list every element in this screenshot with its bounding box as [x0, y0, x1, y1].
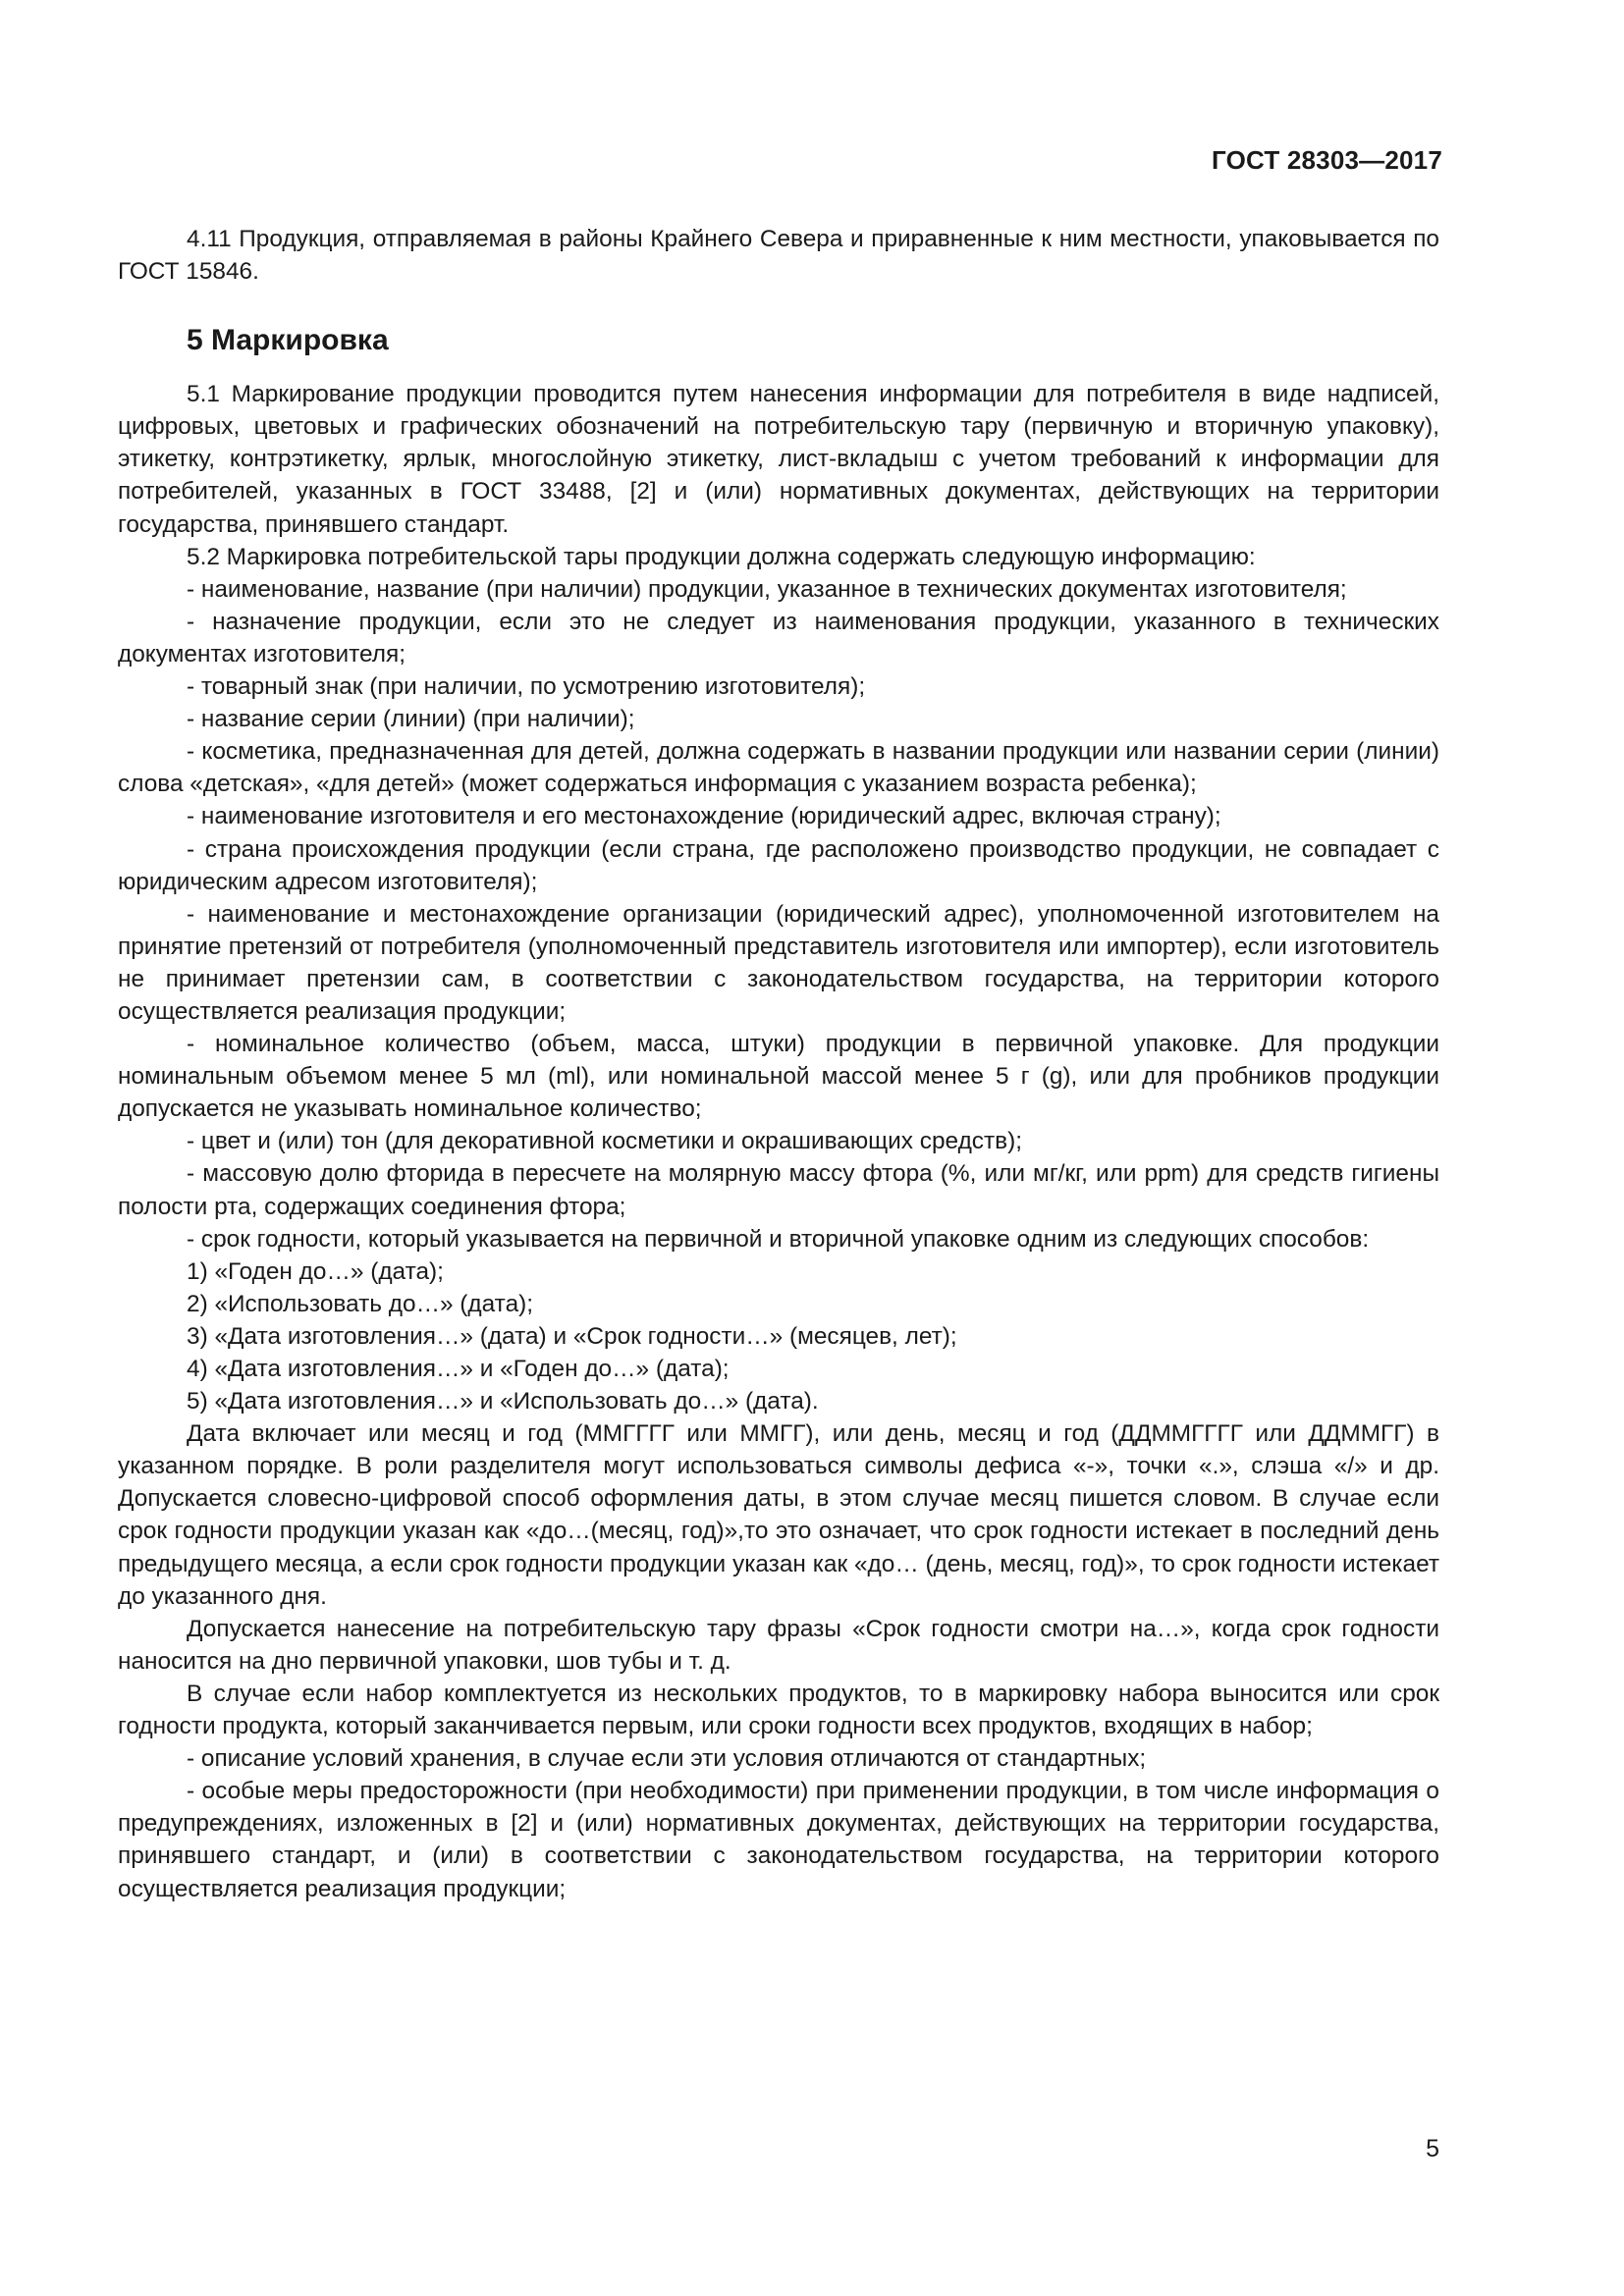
document-header: ГОСТ 28303—2017	[1212, 145, 1442, 175]
list-item: - описание условий хранения, в случае если эти условия отличаются от стандартных;	[187, 1745, 1147, 1773]
section-heading: 5 Маркировка	[187, 324, 389, 357]
numbered-item: 4) «Дата изготовления…» и «Годен до…» (дата);	[187, 1356, 730, 1382]
page-number: 5	[1426, 2135, 1439, 2163]
paragraph: В случае если набор комплектуется из нескольких продуктов, то в маркировку набора выносится или срок годности продукта, который заканчивается первым, или сроки годности всех продуктов, входящих в набор;	[118, 1680, 1439, 1740]
list-item: - название серии (линии) (при наличии);	[187, 706, 635, 733]
list-item: - номинальное количество (объем, масса, штуки) продукции в первичной упаковке. Для продукции номинальным объемом менее 5 мл (ml), или номинальной массой менее 5 г (g), или для пробников продукции допускается не указывать номинальное количество;	[118, 1031, 1439, 1123]
list-item: - назначение продукции, если это не следует из наименования продукции, указанного в технических документах изготовителя;	[118, 608, 1439, 667]
list-item: - цвет и (или) тон (для декоративной косметики и окрашивающих средств);	[187, 1128, 1023, 1155]
list-item: - особые меры предосторожности (при необходимости) при применении продукции, в том числе информация о предупреждениях, изложенных в [2] и (или) нормативных документах, действующих на территории государства, принявшего стандарт, и (или) в соответствии с законодательством государства, на территории которого осуществляется реализация продукции;	[118, 1778, 1439, 1902]
list-item: - косметика, предназначенная для детей, должна содержать в названии продукции или названии серии (линии) слова «детская», «для детей» (может содержаться информация с указанием возраста ребенка);	[118, 738, 1439, 798]
list-item: - страна происхождения продукции (если страна, где расположено производство продукции, не совпадает с юридическим адресом изготовителя);	[118, 835, 1439, 895]
numbered-item: 3) «Дата изготовления…» (дата) и «Срок годности…» (месяцев, лет);	[187, 1322, 957, 1350]
list-item: - срок годности, который указывается на первичной и вторичной упаковке одним из следующих способов:	[187, 1225, 1370, 1253]
list-item: - наименование изготовителя и его местонахождение (юридический адрес, включая страну);	[187, 803, 1221, 830]
paragraph: 5.1 Маркирование продукции проводится путем нанесения информации для потребителя в виде надписей, цифровых, цветовых и графических обозначений на потребительскую тару (первичную и вторичную упаковку), этикетку, контрэтикетку, ярлык, многослойную этикетку, лист-вкладыш с учетом требований к информации для потребителей, указанных в ГОСТ 33488, [2] и (или) нормативных документах, действующих на территории государства, принявшего стандарт.	[118, 381, 1439, 538]
list-item: - наименование, название (при наличии) продукции, указанное в технических документах изготовителя;	[187, 575, 1347, 603]
list-item: - товарный знак (при наличии, по усмотрению изготовителя);	[187, 673, 866, 701]
numbered-item: 1) «Годен до…» (дата);	[187, 1257, 444, 1285]
numbered-item: 2) «Использовать до…» (дата);	[187, 1290, 534, 1317]
numbered-item: 5) «Дата изготовления…» и «Использовать до…» (дата).	[187, 1388, 819, 1415]
paragraph: Дата включает или месяц и год (ММГГГГ или ММГГ), или день, месяц и год (ДДММГГГГ или ДДММГГ) в указанном порядке. В роли разделителя могут использоваться символы дефиса «-», точки «.», слэша «/» и др. Допускается словесно-цифровой способ оформления даты, в этом случае месяц пишется словом. В случае если срок годности продукции указан как «до…(месяц, год)»,то это означает, что срок годности истекает в последний день предыдущего месяца, а если срок годности продукции указан как «до… (день, месяц, год)», то срок годности истекает до указанного дня.	[118, 1420, 1439, 1610]
paragraph: 5.2 Маркировка потребительской тары продукции должна содержать следующую информацию:	[187, 543, 1256, 570]
list-item: - массовую долю фторида в пересчете на молярную массу фтора (%, или мг/кг, или ppm) для средств гигиены полости рта, содержащих соединения фтора;	[118, 1160, 1439, 1220]
paragraph-4-11: 4.11 Продукция, отправляемая в районы Крайнего Севера и приравненные к ним местности, упаковывается по ГОСТ 15846.	[118, 226, 1439, 286]
paragraph: Допускается нанесение на потребительскую тару фразы «Срок годности смотри на…», когда срок годности наносится на дно первичной упаковки, шов тубы и т. д.	[118, 1615, 1439, 1675]
list-item: - наименование и местонахождение организации (юридический адрес), уполномоченной изготовителем на принятие претензий от потребителя (уполномоченный представитель изготовителя или импортер), если изготовитель не принимает претензии сам, в соответствии с законодательством государства, на территории которого осуществляется реализация продукции;	[118, 900, 1439, 1025]
document-body	[118, 223, 1439, 1905]
